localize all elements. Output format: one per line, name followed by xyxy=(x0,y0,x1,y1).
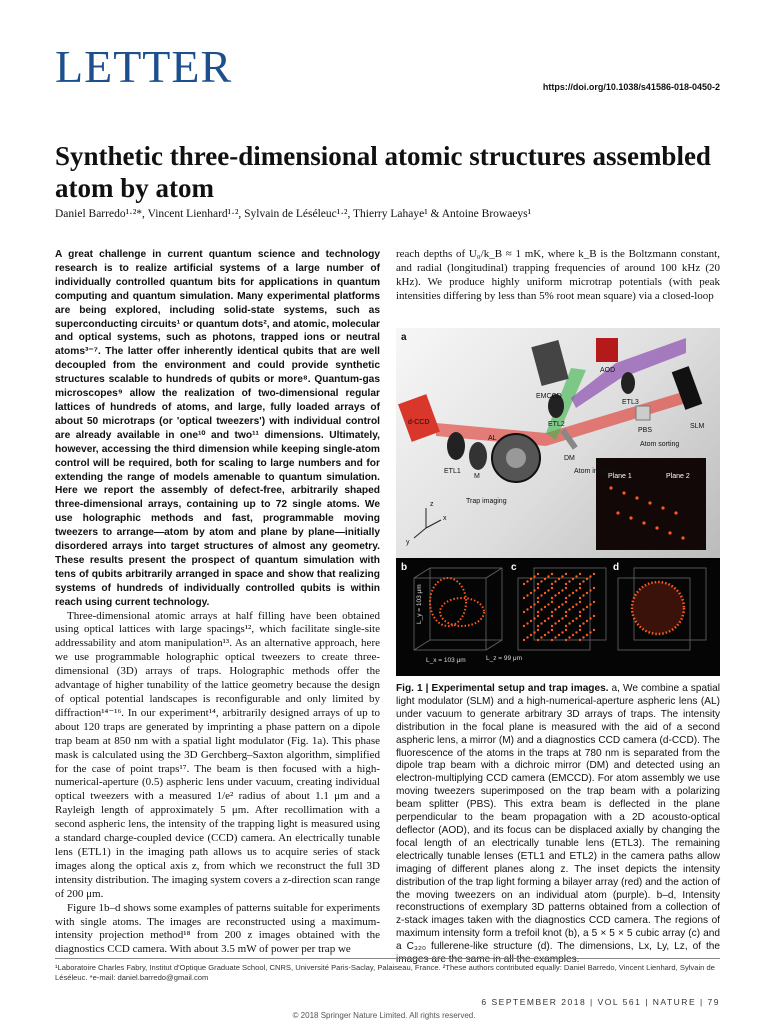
copyright-notice: © 2018 Springer Nature Limited. All rights reserved. xyxy=(292,1011,476,1020)
cubic-array-dot xyxy=(523,611,525,613)
cubic-array-dot xyxy=(579,583,581,585)
footnote-divider xyxy=(55,958,720,959)
axis-triad xyxy=(414,508,441,538)
cubic-array-dot xyxy=(575,603,577,605)
cubic-array-dot xyxy=(561,631,563,633)
cubic-array-dot xyxy=(561,617,563,619)
cubic-array-dot xyxy=(579,615,581,617)
cubic-array-dot xyxy=(593,573,595,575)
cubic-array-dot xyxy=(544,606,546,608)
cubic-array-dot xyxy=(568,594,570,596)
figure-caption xyxy=(396,683,720,967)
label-dccd: d-CCD xyxy=(408,419,430,426)
doi-link[interactable]: https://doi.org/10.1038/s41586-018-0450-2 xyxy=(542,82,720,92)
cubic-array-dot xyxy=(554,580,556,582)
cubic-array-dot xyxy=(586,620,588,622)
inset-dot xyxy=(622,491,625,494)
cubic-array-dot xyxy=(526,622,528,624)
cubic-array-dot xyxy=(586,634,588,636)
caption-text: a, We combine a spatial light modulator (SLM) and a high-numerical-aperture aspheric lens (AL) under vacuum to generate arbitrary 3D arrays of traps. The intensity distribution in the focal plane is measured with the aid of a second aspheric lens, a mirror (M) and a diagnostics CCD camera (d-CCD). The fluorescence of the atoms in the traps at 780 nm is separated from the dipole trap beam with a dichroic mirror (DM) and detected using an electron-multiplying CCD camera (EMCCD). For atom assembly we use moving tweezers superimposed on the trap beam with a polarizing beam splitter (PBS). This extra beam is deflected in the plane perpendicular to the beam propagation with a 2D acousto-optical deflector (AOD), and its focus can be displaced axially by changing the focal length of an electrically tunable lens (ETL3). The remaining electrically tunable lenses (ETL1 and ETL2) in the camera paths allow imaging of different planes along z. The inset depicts the intensity distribution of the trap light forming a bilayer array (red) and the action of the moving tweezers on an individual atom (purple). b–d, Intensity reconstructions of exemplary 3D patterns obtained from a collection of z-stack images taken with the diagnostics CCD camera. The regions of maximum intensity form a trefoil knot (b), a 5 × 5 × 5 cubic array (c) and a C₃₂₀ fullerene-like structure (d). The dimensions, Lx, Ly, Lz, of the images are the same in all the examples. xyxy=(396,683,720,966)
label-pbs: PBS xyxy=(638,427,653,434)
inset-dot xyxy=(609,486,612,489)
cubic-array-dot xyxy=(533,617,535,619)
emccd-camera xyxy=(531,340,568,386)
cubic-array-dot xyxy=(537,597,539,599)
abstract: A great challenge in current quantum science and technology research is to realize artificial systems of a large number of individually controlled quantum bits for applications in quantum computing and quantum simulation. Many experimental platforms are being explored, including solid-state systems, such as superconducting circuits¹ or quantum dots², and atomic, molecular and optical systems, such as photons, trapped ions or neutral atoms³⁻⁷. The latter offer inherently identical qubits that are well decoupled from the environment and could provide synthetic structures scalable to hundreds of qubits or more⁸. Quantum-gas microscopes⁹ allow the realization of two-dimensional regular lattices of hundreds of atoms, and large, fully loaded arrays of about 50 microtraps (or 'optical tweezers') with individual control are already available in one¹⁰ and two¹¹ dimensions. Ultimately, however, accessing the third dimension while keeping single-atom control will be required, both for scaling to large numbers and for extending the range of models amenable to quantum simulation. Here we report the assembly of defect-free, arbitrarily shaped three-dimensional arrays, containing up to 72 single atoms. We use holographic methods and fast, programmable moving tweezers to arrange—atom by atom and plane by plane—initially disordered arrays into target structures of almost any geometry. These results present the prospect of quantum simulation with tens of qubits arbitrarily arranged in space and show that realizing systems of hundreds of individually controlled qubits is within reach using current technology. xyxy=(55,249,380,608)
label-etl1: ETL1 xyxy=(444,468,461,475)
cubic-array-dot xyxy=(551,597,553,599)
cubic-array-dot xyxy=(551,611,553,613)
cubic-array-dot xyxy=(575,575,577,577)
cubic-array-dot xyxy=(551,587,553,589)
cubic-array-dot xyxy=(530,592,532,594)
cubic-array-dot xyxy=(551,583,553,585)
cubic-array-dot xyxy=(540,608,542,610)
cubic-array-dot xyxy=(579,639,581,641)
aod-device xyxy=(596,338,618,362)
cubic-array-dot xyxy=(582,622,584,624)
cubic-array-dot xyxy=(579,611,581,613)
cubic-array-dot xyxy=(551,625,553,627)
cubic-array-dot xyxy=(540,622,542,624)
inset-dot xyxy=(668,531,671,534)
cubic-array-dot xyxy=(544,578,546,580)
label-trap-imaging: Trap imaging xyxy=(466,498,507,505)
cubic-array-dot xyxy=(572,620,574,622)
cubic-array-dot xyxy=(551,629,553,631)
cubic-array-dot xyxy=(554,622,556,624)
journal-section-label: LETTER xyxy=(55,41,233,92)
cubic-array-dot xyxy=(554,608,556,610)
cubic-array-dot xyxy=(540,636,542,638)
cubic-array-dot xyxy=(551,573,553,575)
cubic-array-dot xyxy=(547,575,549,577)
y-axis xyxy=(414,528,426,538)
etl3-lens xyxy=(621,372,635,394)
body-paragraph-2: Figure 1b–d shows some examples of patterns suitable for experiments with single atoms. The images are reconstructed using a maximum-intensity projection method¹⁸ from 200 z images obtained with the diagnostics CCD camera. With about 3.5 mW of power per trap we xyxy=(55,901,380,956)
cubic-array-dot xyxy=(586,578,588,580)
dccd-camera xyxy=(398,394,440,442)
label-etl3: ETL3 xyxy=(622,399,639,406)
author-list: Daniel Barredo¹·²*, Vincent Lienhard¹·², Sylvain de Léséleuc¹·², Thierry Lahaye¹ & Antoine Browaeys¹ xyxy=(55,208,532,220)
label-lz: L_z = 99 μm xyxy=(486,655,523,662)
cubic-array-dot xyxy=(551,615,553,617)
cubic-array-dot xyxy=(561,603,563,605)
cubic-array-dot xyxy=(537,573,539,575)
cubic-array-dot xyxy=(523,583,525,585)
box-b-edge xyxy=(414,568,430,578)
cubic-array-dot xyxy=(537,601,539,603)
cubic-array-dot xyxy=(547,617,549,619)
label-slm: SLM xyxy=(690,423,705,430)
cubic-array-dot xyxy=(540,594,542,596)
cubic-array-dot xyxy=(551,601,553,603)
cubic-array-dot xyxy=(533,631,535,633)
cubic-array-dot xyxy=(558,592,560,594)
box-b-front xyxy=(414,578,486,650)
cubic-array-dot xyxy=(558,578,560,580)
label-plane2: Plane 2 xyxy=(666,473,690,480)
cubic-array-dot xyxy=(572,634,574,636)
cubic-array-dot xyxy=(572,592,574,594)
inset-dot xyxy=(681,536,684,539)
cubic-array-dot xyxy=(593,587,595,589)
box-c xyxy=(518,568,606,650)
cubic-array-dot xyxy=(565,625,567,627)
label-atom-imaging: Atom imaging xyxy=(574,468,617,475)
cubic-array-dot xyxy=(589,617,591,619)
cubic-array-dot xyxy=(565,639,567,641)
cubic-array-dot xyxy=(544,634,546,636)
cubic-array-dot xyxy=(593,615,595,617)
cubic-array-dot xyxy=(547,589,549,591)
panel-label-b: b xyxy=(401,562,408,573)
label-aod: AOD xyxy=(600,367,616,374)
cubic-array-dot xyxy=(565,587,567,589)
affiliations-footnote: ¹Laboratoire Charles Fabry, Institut d'Optique Graduate School, CNRS, Université Paris-Saclay, Palaiseau, France. ²These authors contributed equally: Daniel Barredo, Vincent Lienhard, Sylvain de Léséleuc. *e-mail: daniel.barredo@gmail.com xyxy=(55,963,715,982)
label-plane1: Plane 1 xyxy=(608,473,632,480)
trefoil-loop xyxy=(440,598,484,626)
left-column xyxy=(55,248,380,957)
cubic-array-dot xyxy=(586,592,588,594)
cubic-array-dot xyxy=(526,636,528,638)
cubic-array-dot xyxy=(565,629,567,631)
box-b-edge xyxy=(414,640,430,650)
cubic-array-dot xyxy=(530,578,532,580)
mirror-m xyxy=(469,442,487,470)
inset-dot xyxy=(648,501,651,504)
cubic-array-dot xyxy=(565,583,567,585)
figure-1 xyxy=(396,328,720,676)
cubic-array-dot xyxy=(579,625,581,627)
cubic-array-dot xyxy=(544,592,546,594)
cubic-array-dot xyxy=(582,608,584,610)
cubic-array-dot xyxy=(568,636,570,638)
right-column-top-text: reach depths of U₀/k_B ≈ 1 mK, where k_B is the Boltzmann constant, and radial (longitudinal) trapping frequencies of around 100 kHz (20 kHz). We produce highly uniform microtrap potentials (with peak intensities differing by less than 5% root mean square) via a closed-loop xyxy=(396,248,720,302)
cubic-array-dot xyxy=(558,634,560,636)
cubic-array-dot xyxy=(533,589,535,591)
cubic-array-dot xyxy=(537,583,539,585)
inset-dot xyxy=(661,506,664,509)
inset-dot xyxy=(674,511,677,514)
label-al: AL xyxy=(488,435,497,442)
cubic-array-dot xyxy=(537,587,539,589)
cubic-array-dot xyxy=(579,597,581,599)
label-atom-sorting: Atom sorting xyxy=(640,441,680,448)
cubic-array-dot xyxy=(547,603,549,605)
cubic-array-dot xyxy=(582,594,584,596)
box-b-edge xyxy=(486,640,502,650)
cubic-array-dot xyxy=(561,575,563,577)
label-etl2: ETL2 xyxy=(548,421,565,428)
cubic-array-dot xyxy=(544,620,546,622)
cubic-array-dot xyxy=(579,601,581,603)
cubic-array-dot xyxy=(586,606,588,608)
cubic-array-dot xyxy=(530,634,532,636)
cubic-array-dot xyxy=(537,629,539,631)
label-axis-x: x xyxy=(443,515,447,522)
cubic-array-dot xyxy=(537,611,539,613)
cubic-array-dot xyxy=(565,615,567,617)
label-axis-z: z xyxy=(430,501,434,508)
caption-label: Fig. 1 | Experimental setup and trap images. xyxy=(396,683,609,694)
label-m: M xyxy=(474,473,480,480)
cubic-array-dot xyxy=(579,587,581,589)
cubic-array-dot xyxy=(558,620,560,622)
inset-dot xyxy=(629,516,632,519)
box-b-back xyxy=(430,568,502,640)
cubic-array-dot xyxy=(523,639,525,641)
label-axis-y: y xyxy=(406,539,410,546)
setup-diagram xyxy=(396,328,720,558)
cubic-array-dot xyxy=(582,636,584,638)
cubic-array-dot xyxy=(547,631,549,633)
cubic-array-dot xyxy=(533,575,535,577)
cubic-array-dot xyxy=(565,601,567,603)
box-b-edge xyxy=(486,568,502,578)
cubic-array-dot xyxy=(537,625,539,627)
cubic-array-dot xyxy=(565,597,567,599)
cubic-array-dot xyxy=(558,606,560,608)
cubic-array-dot xyxy=(575,617,577,619)
cubic-array-dot xyxy=(593,601,595,603)
inset-dot xyxy=(635,496,638,499)
cubic-array-dot xyxy=(533,603,535,605)
inset-dot xyxy=(616,511,619,514)
cubic-array-dot xyxy=(554,594,556,596)
cubic-array-dot xyxy=(589,589,591,591)
label-emccd: EMCCD xyxy=(536,393,562,400)
figure-panels-bcd xyxy=(396,560,720,676)
article-title: Synthetic three-dimensional atomic structures assembled atom by atom xyxy=(55,141,711,203)
cubic-array-dot xyxy=(526,580,528,582)
cubic-array-dot xyxy=(589,631,591,633)
panel-label-a: a xyxy=(401,332,407,343)
cubic-array-dot xyxy=(561,589,563,591)
cubic-array-dot xyxy=(523,597,525,599)
cubic-array-dot xyxy=(537,639,539,641)
body-paragraph-1: Three-dimensional atomic arrays at half filling have been obtained using optical lattices with large spacings¹², which facilitate single-site addressability and atom manipulation¹³. As an alternative approach, here we use programmable holographic optical tweezers to create three-dimensional (3D) arrays of traps. Holographic methods offer the advantage of higher tunability of the lattice geometry because the design of optical potential landscapes is reconfigurable and only limited by diffraction¹⁴⁻¹⁶. In our experiment¹⁴, arbitrarily designed arrays of up to about 120 traps are generated by imprinting a phase pattern on a dipole trap beam at 850 nm with a spatial light modulator (Fig. 1a). This phase mask is calculated using the 3D Gerchberg–Saxton algorithm, simplified for the case of point traps¹⁷. The beam is then focused with a high-numerical-aperture (0.5) aspheric lens under vacuum, creating individual optical tweezers with a measured 1/e² radius of about 1.1 μm and a Rayleigh length of approximately 5 μm. After recollimation with a second aspheric lens, the intensity of the trapping light is measured using a standard charge-coupled device (CCD) camera. An electrically tunable lens (ETL1) in the imaging path allows us to acquire series of stack images along the optical axis z, from which we reconstruct the full 3D intensity distribution. The imaging system covers a z-direction scan range of 200 μm. xyxy=(55,609,380,900)
cubic-array-dot xyxy=(568,580,570,582)
cubic-array-dot xyxy=(554,636,556,638)
reconstructions xyxy=(396,560,720,676)
label-lx: L_x = 103 μm xyxy=(426,657,466,664)
cubic-array-dot xyxy=(526,594,528,596)
cubic-array-dot xyxy=(572,578,574,580)
aspheric-lens xyxy=(506,448,526,468)
cubic-array-dot xyxy=(572,606,574,608)
inset-dot xyxy=(642,521,645,524)
cubic-array-dot xyxy=(530,606,532,608)
label-dm: DM xyxy=(564,455,575,462)
label-ly: L_y = 103 μm xyxy=(416,584,423,624)
cubic-array-dot xyxy=(565,573,567,575)
cubic-array-dot xyxy=(579,629,581,631)
cubic-array-dot xyxy=(568,622,570,624)
etl1-lens xyxy=(447,432,465,460)
cubic-array-dot xyxy=(537,615,539,617)
cubic-array-dot xyxy=(575,631,577,633)
pbs-cube xyxy=(636,406,650,420)
box-b xyxy=(414,568,502,650)
cubic-array-dot xyxy=(523,625,525,627)
cubic-array-dot xyxy=(582,580,584,582)
cubic-array-dot xyxy=(568,608,570,610)
cubic-array-dot xyxy=(530,620,532,622)
panel-label-c: c xyxy=(511,562,517,573)
page-footer: 6 SEPTEMBER 2018 | VOL 561 | NATURE | 79 xyxy=(481,997,720,1007)
cubic-array-dot xyxy=(565,611,567,613)
panel-label-d: d xyxy=(613,562,620,573)
cubic-array-dot xyxy=(540,580,542,582)
figure-panel-a-setup xyxy=(396,328,720,558)
cubic-array-dot xyxy=(575,589,577,591)
trefoil-knot xyxy=(430,578,484,626)
x-axis xyxy=(426,520,441,528)
cubic-array-dot xyxy=(579,573,581,575)
cubic-array-dot xyxy=(551,639,553,641)
cubic-array-dot xyxy=(589,603,591,605)
cubic-array-dot xyxy=(589,575,591,577)
inset-dot xyxy=(655,526,658,529)
cubic-array-dot xyxy=(526,608,528,610)
cubic-array-dot xyxy=(593,629,595,631)
